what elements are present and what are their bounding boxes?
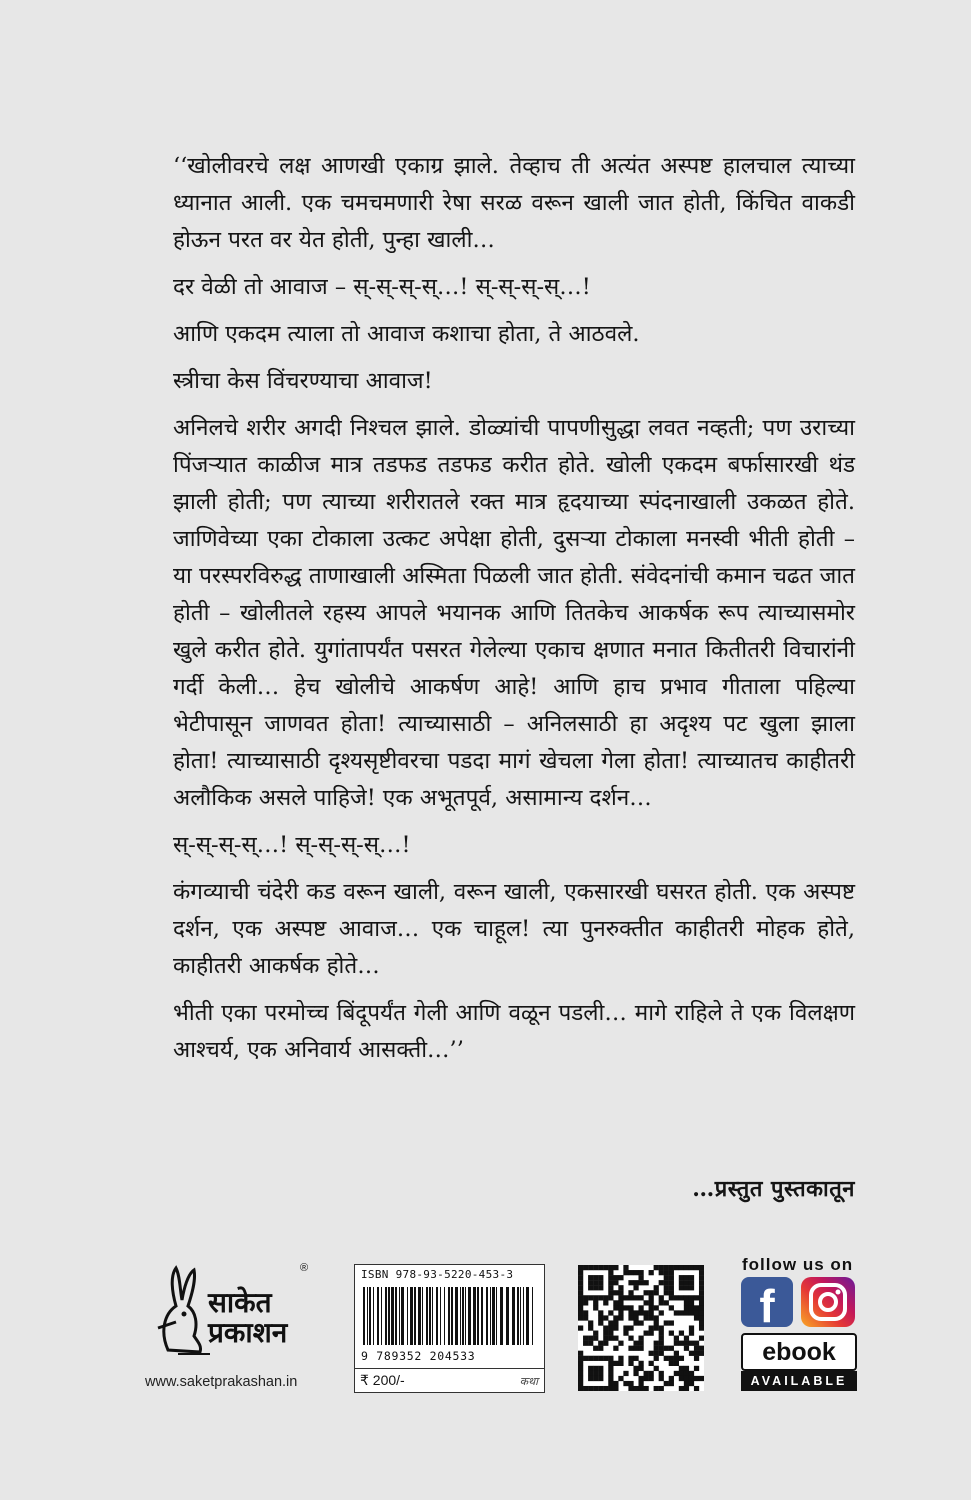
price: ₹ 200/- xyxy=(360,1372,405,1388)
excerpt-paragraph: कंगव्याची चंदेरी कड वरून खाली, वरून खाली, एकसारखी घसरत होती. एक अस्पष्ट दर्शन, एक अस्पष्ट आवाज… एक चाहूल! त्या पुनरुक्तीत काहीतरी मोहक होते, काहीतरी आकर्षक होते… xyxy=(173,879,855,979)
excerpt-paragraph: ‘‘खोलीवरचे लक्ष आणखी एकाग्र झाले. तेव्हाच ती अत्यंत अस्पष्ट हालचाल त्याच्या ध्यानात आली. एक चमचमणारी रेषा सरळ वरून खाली जात होती, किंचित वाकडी होऊन परत वर येत होती, पुन्हा खाली… xyxy=(173,153,855,253)
publisher-logo-text: साकेत प्रकाशन xyxy=(208,1286,288,1349)
available-label: AVAILABLE xyxy=(741,1371,857,1391)
back-cover-excerpt xyxy=(173,148,855,1079)
excerpt-paragraph: अनिलचे शरीर अगदी निश्चल झाले. डोळ्यांची पापणीसुद्धा लवत नव्हती; पण उराच्या पिंजऱ्यात काळीज मात्र तडफड तडफड करीत होते. खोली एकदम बर्फासारखी थंड झाली होती; पण त्याच्या शरीरातले रक्त मात्र हृदयाच्या स्पंदनाखाली उकळत होते. जाणिवेच्या एका टोकाला उत्कट अपेक्षा होती, दुसऱ्या टोकाला मनस्वी भीती होती – या परस्परविरुद्ध ताणाखाली अस्मिता पिळली जात होती. संवेदनांची कमान चढत जात होती – खोलीतले रहस्य आपले भयानक आणि तितकेच आकर्षक रूप त्याच्यासमोर खुले करीत होते. युगांतापर्यंत पसरत गेलेल्या एकाच क्षणात मनात कितीतरी विचारांनी गर्दी केली… हेच खोलीचे आकर्षण आहे! आणि हाच प्रभाव गीताला पहिल्या भेटीपासून जाणवत होता! त्याच्यासाठी – अनिलसाठी हा अदृश्य पट खुला झाला होता! त्याच्यासाठी दृश्यसृष्टीवरचा पडदा मागं खेचला गेला होता! त्याच्यातच काहीतरी अलौकिक असले पाहिजे! एक अभूतपूर्व, असामान्य दर्शन… xyxy=(173,415,855,811)
excerpt-source: …प्रस्तुत पुस्तकातून xyxy=(692,1176,855,1202)
excerpt-paragraph: स्त्रीचा केस विंचरण्याचा आवाज! xyxy=(173,368,433,394)
qr-code[interactable] xyxy=(578,1265,704,1391)
excerpt-paragraph: भीती एका परमोच्च बिंदूपर्यंत गेली आणि वळून पडली… मागे राहिले ते एक विलक्षण आश्चर्य, एक अनिवार्य आसक्ती…’’ xyxy=(173,1000,855,1063)
follow-us-label: follow us on xyxy=(742,1255,854,1274)
barcode-block xyxy=(354,1264,545,1393)
price-row xyxy=(355,1368,544,1393)
excerpt-paragraph: दर वेळी तो आवाज – स्-स्-स्-स्…! स्-स्-स्-स्…! xyxy=(173,274,591,300)
barcode-digits: 9 789352 204533 xyxy=(361,1349,476,1363)
publisher-logo xyxy=(150,1262,320,1362)
facebook-icon[interactable]: f xyxy=(741,1277,793,1327)
ebook-badge[interactable]: ebook xyxy=(741,1333,857,1371)
instagram-icon[interactable] xyxy=(801,1277,855,1327)
genre-label: कथा xyxy=(519,1375,538,1388)
isbn-label: ISBN 978-93-5220-453-3 xyxy=(361,1268,514,1281)
registered-mark: ® xyxy=(300,1262,309,1274)
excerpt-paragraph: आणि एकदम त्याला तो आवाज कशाचा होता, ते आठवले. xyxy=(173,321,640,347)
barcode-bars xyxy=(363,1287,535,1345)
publisher-website[interactable]: www.saketprakashan.in xyxy=(145,1374,298,1390)
excerpt-paragraph: स्-स्-स्-स्…! स्-स्-स्-स्…! xyxy=(173,832,411,858)
